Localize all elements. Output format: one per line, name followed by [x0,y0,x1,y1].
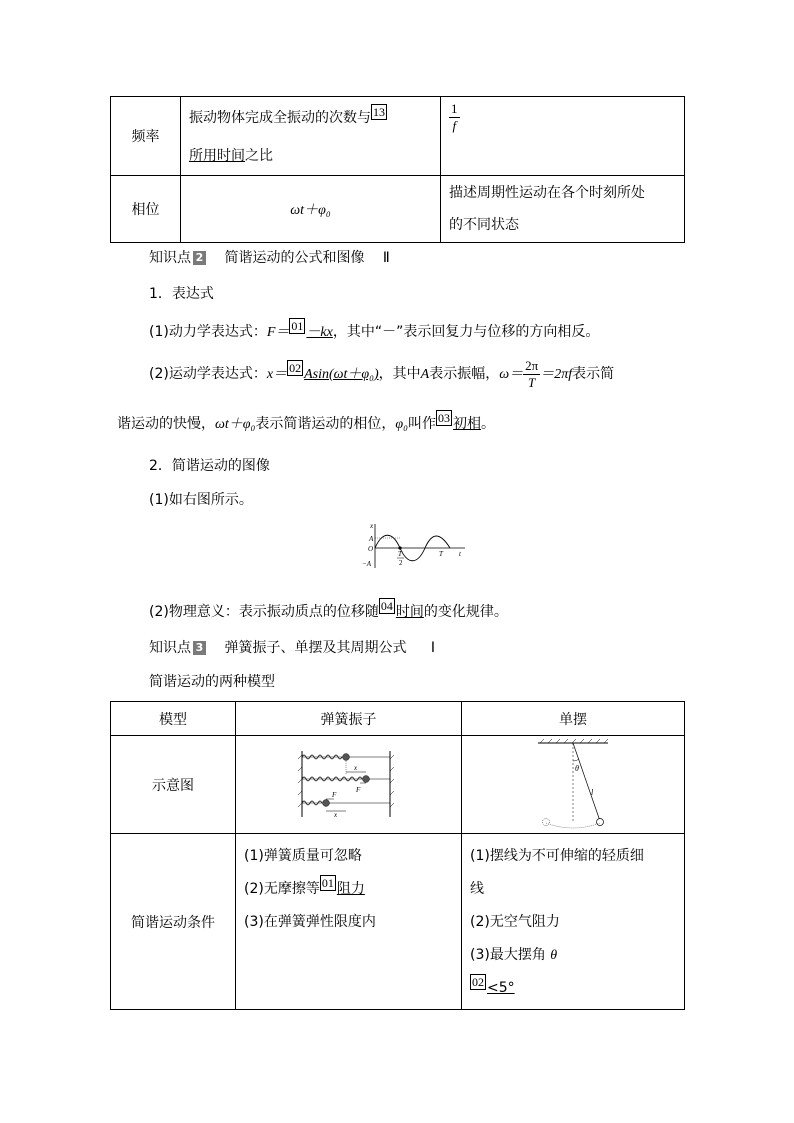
top-table [110,96,685,243]
pendulum-condition-2: (2)无空气阻力 [470,914,560,930]
mass-2 [362,775,369,782]
kin2-phase: ωt＋φ₀ [215,417,256,432]
kin-text-b: ，其中 [378,366,421,382]
kp3-heading [149,637,435,657]
p2-text-a: (2)物理意义：表示振动质点的位移随 [149,604,379,620]
row-condition-label: 简谐运动条件 [111,834,236,1010]
spring-conditions [236,834,462,1010]
pendulum-l-label: l [591,787,594,797]
graph-y-bottom: −A [362,560,371,568]
freq-desc-cell [181,97,441,176]
spring-F-label-1: F [355,785,360,794]
ceiling-hatch [540,739,608,743]
pendulum-figure [528,737,618,829]
models-title: 简谐运动的两种模型 [149,674,275,690]
freq-formula-num: 1 [451,101,458,116]
s2-p2 [149,598,508,621]
spring-c2-answer: 阻力 [336,881,365,897]
kin2-text-a: 谐运动的快慢， [117,416,215,432]
phase-desc-cell [441,176,685,243]
s2-heading: 2．简谐运动的图像 [149,458,270,474]
kin-x: x＝ [266,367,288,382]
answer-number: 02 [472,975,484,989]
kp3-label: 知识点 [149,640,191,656]
graph-x-label: x [370,522,374,530]
spring-condition-1: (1)弹簧质量可忽略 [244,848,362,864]
header-spring: 弹簧振子 [236,702,462,736]
kp2-level: Ⅱ [382,250,390,266]
p2-answer: 时间 [395,604,424,620]
phase-formula-cell [181,176,441,243]
freq-name-cell [111,97,181,176]
spring-condition-2 [244,873,461,906]
kp2-heading [149,247,390,267]
kin-text-c: 表示振幅， [429,366,500,382]
kp2-title: 简谐运动的公式和图像 [224,250,365,266]
kin2-phi0: φ₀ [395,417,409,432]
kp2-label: 知识点 [149,250,191,266]
row-diagram-label: 示意图 [111,736,236,834]
s1-kinematic-line [149,354,614,395]
spring-x-label-1: x [353,763,357,772]
freq-formula-cell [441,97,685,176]
left-wall-hatch [298,755,302,807]
kin-omega: ω＝ [499,367,524,382]
kin-2pif: ＝2πf [540,367,573,382]
pendulum-condition-3 [470,939,684,972]
answer-number: 04 [380,599,393,613]
kin-answer: Asin(ωt＋φ₀) [304,367,379,382]
dyn-text-a: (1)动力学表达式： [149,324,267,340]
pendulum-figure-cell [462,736,685,834]
kin-text-e: 表示简 [572,366,615,382]
pendulum-conditions [462,834,685,1010]
phase-name-cell [111,176,181,243]
spring-figure-cell [236,736,462,834]
phase-name: 相位 [131,202,160,218]
kin-frac-den: T [528,374,536,390]
graph-half-t-den: 2 [399,559,403,567]
freq-desc-c: 之比 [245,148,273,164]
answer-number: 01 [321,876,334,890]
graph-T-label: T [439,550,443,558]
pendulum-theta-label: θ [575,763,579,773]
graph-half-t-num: T [398,550,402,558]
spring-condition-3: (3)在弹簧弹性限度内 [244,914,376,930]
pendulum-bob-ghost [543,818,550,825]
models-table [110,701,685,1010]
freq-formula [449,101,460,134]
freq-name: 频率 [131,129,160,145]
s1-heading: 1．表达式 [149,286,214,302]
pend-c3-theta: θ [550,948,558,963]
kin-A: A [420,367,430,382]
shm-graph [360,520,470,572]
kp3-badge: 3 [193,641,206,655]
graph-origin: O [368,545,374,553]
graph-t-label: t [459,550,461,558]
freq-desc-answer: 所用时间 [189,148,245,164]
pendulum-condition-1b: 线 [470,881,484,897]
kin-text-a: (2)运动学表达式： [149,366,267,382]
mass-1 [342,753,349,760]
answer-number: 02 [289,361,302,375]
right-wall-hatch [390,755,394,807]
header-pendulum: 单摆 [462,702,685,736]
spring-c2-text: (2)无摩擦等 [244,881,320,897]
phase-desc-b: 的不同状态 [449,217,519,233]
answer-number: 13 [373,105,385,119]
freq-desc-a: 振动物体完成全振动的次数与 [189,110,371,126]
pendulum-bob [597,818,604,825]
s1-kinematic-line2 [117,410,495,433]
kp2-badge: 2 [193,251,206,265]
answer-number: 01 [291,319,304,333]
answer-number: 03 [438,411,451,425]
pend-c3-answer: <5° [487,980,515,996]
kin2-text-e: 叫作 [408,416,437,432]
kin2-text-c: 表示简谐运动的相位， [255,416,396,432]
pendulum-condition-1a: (1)摆线为不可伸缩的轻质细 [470,848,644,864]
s1-dynamic-line [149,318,599,341]
spring-x-label-2: x [333,810,337,819]
swing-arc [546,823,600,828]
dyn-answer: －kx [306,325,333,340]
header-model: 模型 [111,702,236,736]
graph-y-top: A [369,535,374,543]
p2-text-b: 的变化规律。 [423,604,508,620]
kin-frac-num: 2π [525,357,539,373]
kin2-text-f: 。 [481,416,496,432]
s2-p1: (1)如右图所示。 [149,492,253,508]
pend-c3-text: (3)最大摆角 [470,947,546,963]
spring-oscillator-figure [294,747,404,819]
kp3-level: Ⅰ [430,640,436,656]
phase-desc-a: 描述周期性运动在各个时刻所处 [449,185,645,201]
kp3-title: 弹簧振子、单摆及其周期公式 [224,640,407,656]
phase-formula: ωt＋φ₀ [290,203,331,218]
kin-fraction [523,358,540,391]
pendulum-condition-3-answer [470,972,684,1005]
mass-3 [322,799,329,806]
kin2-answer: 初相 [453,416,482,432]
pendulum-string [573,743,600,821]
dyn-f: F＝ [266,325,290,340]
spring-F-label-2: F [331,790,336,799]
dyn-text-b: ，其中“－”表示回复力与位移的方向相反。 [332,324,600,340]
freq-formula-den: f [452,118,457,133]
